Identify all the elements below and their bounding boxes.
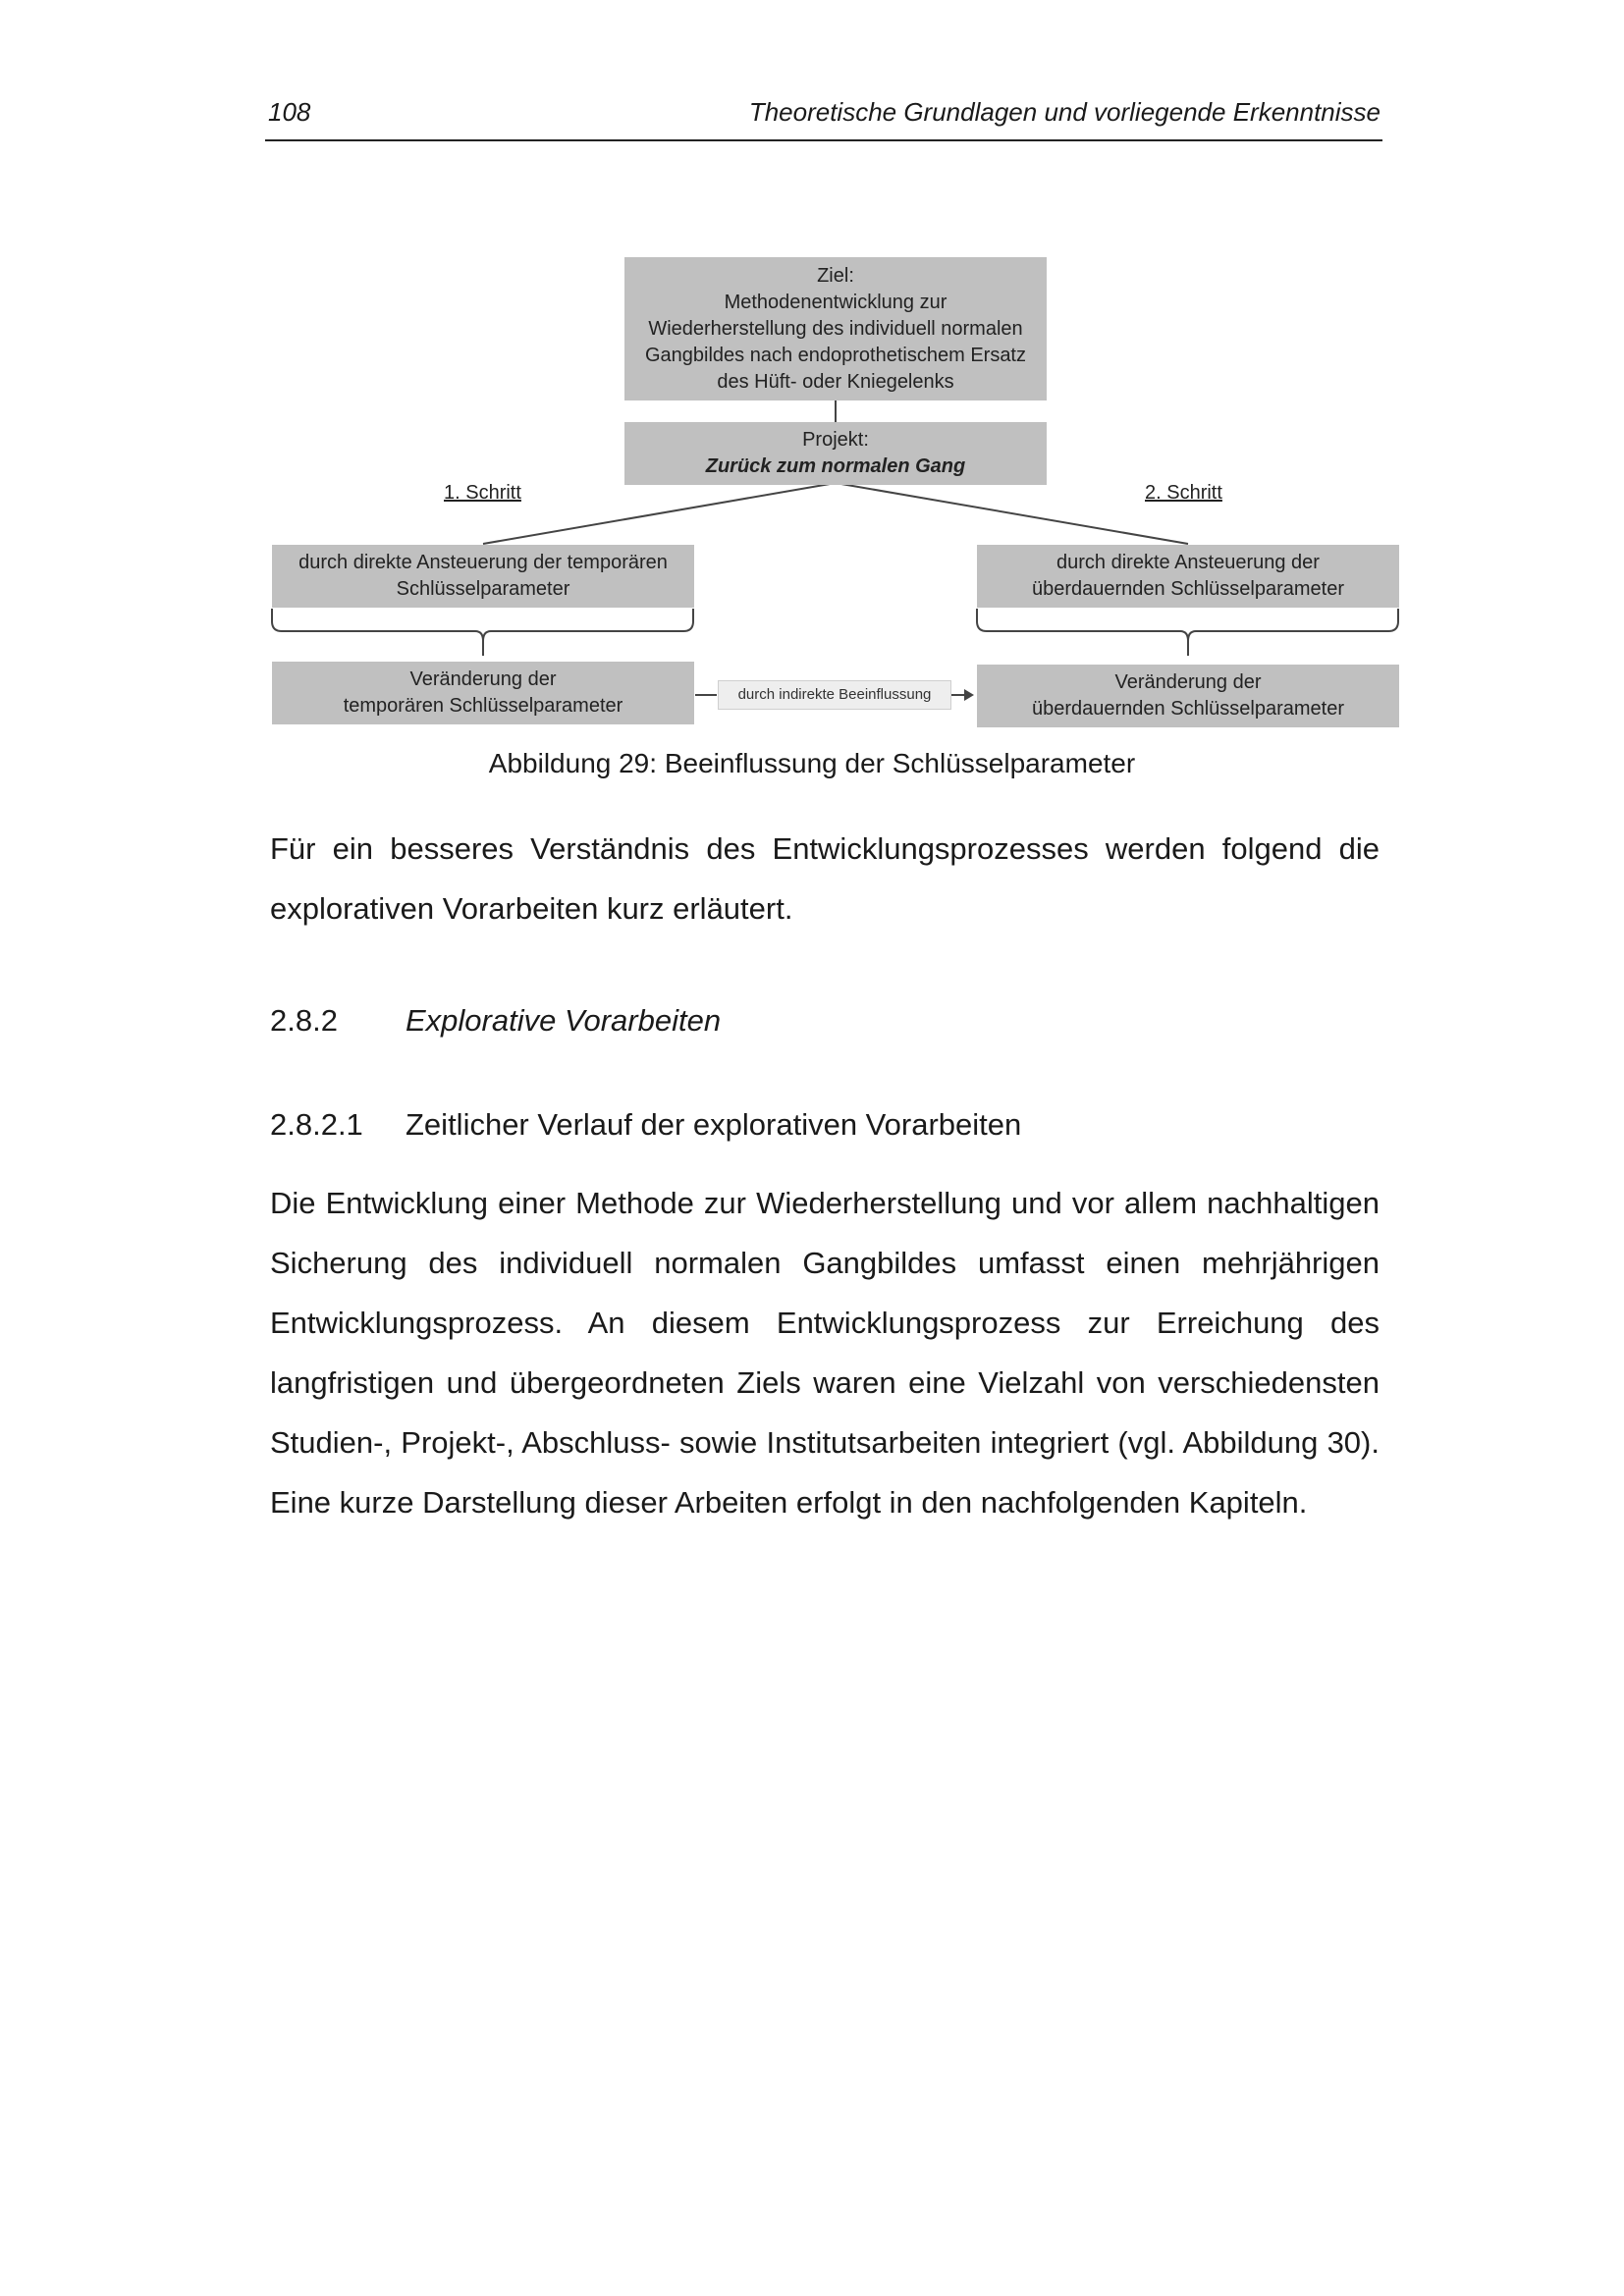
left-brace xyxy=(272,609,693,656)
project-box xyxy=(624,422,1047,485)
running-title: Theoretische Grundlagen und vorliegende Erkenntnisse xyxy=(748,97,1380,127)
left-top-line-1: durch direkte Ansteuerung der temporären xyxy=(298,552,668,573)
left-bottom-box xyxy=(272,662,694,724)
left-top-box xyxy=(272,545,694,608)
right-brace xyxy=(977,609,1398,656)
arrow-head xyxy=(964,689,974,701)
goal-line-1: Ziel: xyxy=(817,264,854,287)
goal-line-2: Methodenentwicklung zur xyxy=(724,291,947,313)
figure-29 xyxy=(0,0,1624,746)
subsection-number: 2.8.2.1 xyxy=(270,1107,363,1142)
step-2-label: 2. Schritt xyxy=(1145,482,1222,504)
left-bottom-line-1: Veränderung der xyxy=(409,668,557,690)
right-bottom-box xyxy=(977,665,1399,727)
right-top-box xyxy=(977,545,1399,608)
paragraph-intro: Für ein besseres Verständnis des Entwicklungsprozesses werden folgend die explorativen Vorarbeiten kurz erläutert. xyxy=(270,831,1380,926)
goal-line-3: Wiederherstellung des individuell normalen xyxy=(648,317,1023,340)
right-top-line-1: durch direkte Ansteuerung der xyxy=(1056,552,1320,573)
section-number: 2.8.2 xyxy=(270,1003,338,1038)
project-to-step1-line xyxy=(483,483,836,544)
project-line-2: Zurück zum normalen Gang xyxy=(705,455,966,477)
step-1-label: 1. Schritt xyxy=(444,482,521,504)
project-line-1: Projekt: xyxy=(802,429,869,451)
left-top-line-2: Schlüsselparameter xyxy=(396,578,570,600)
section-heading-2-8-2-1 xyxy=(270,1107,1021,1143)
left-bottom-line-2: temporären Schlüsselparameter xyxy=(343,695,623,717)
goal-box xyxy=(624,257,1047,400)
section-title: Explorative Vorarbeiten xyxy=(406,1003,722,1038)
goal-line-5: des Hüft- oder Kniegelenks xyxy=(717,370,954,393)
figure-caption: Abbildung 29: Beeinflussung der Schlüsselparameter xyxy=(488,748,1136,778)
goal-line-4: Gangbildes nach endoprothetischem Ersatz xyxy=(644,344,1026,366)
project-to-step2-line xyxy=(836,483,1188,544)
page-number: 108 xyxy=(268,97,311,127)
subsection-title: Zeitlicher Verlauf der explorativen Vorarbeiten xyxy=(406,1107,1022,1142)
right-bottom-line-2: überdauernden Schlüsselparameter xyxy=(1032,698,1344,720)
paragraph-main: Die Entwicklung einer Methode zur Wiederherstellung und vor allem nachhaltigen Sicherung des individuell normalen Gangbildes umfasst einen mehrjährigen Entwicklungsprozess. An diesem Entwicklungsprozess zur Erreichung des langfristigen und übergeordneten Ziels waren eine Vielzahl von verschiedensten Studien-, Projekt-, Abschluss- sowie Institutsarbeiten integriert (vgl. Abbildung 30). Eine kurze Darstellung dieser Arbeiten erfolgt in den nachfolgenden Kapiteln. xyxy=(270,1186,1380,1520)
right-top-line-2: überdauernden Schlüsselparameter xyxy=(1032,578,1344,600)
right-bottom-line-1: Veränderung der xyxy=(1114,671,1262,693)
indirect-influence-label: durch indirekte Beeinflussung xyxy=(718,680,951,710)
section-heading-2-8-2 xyxy=(270,1003,721,1039)
